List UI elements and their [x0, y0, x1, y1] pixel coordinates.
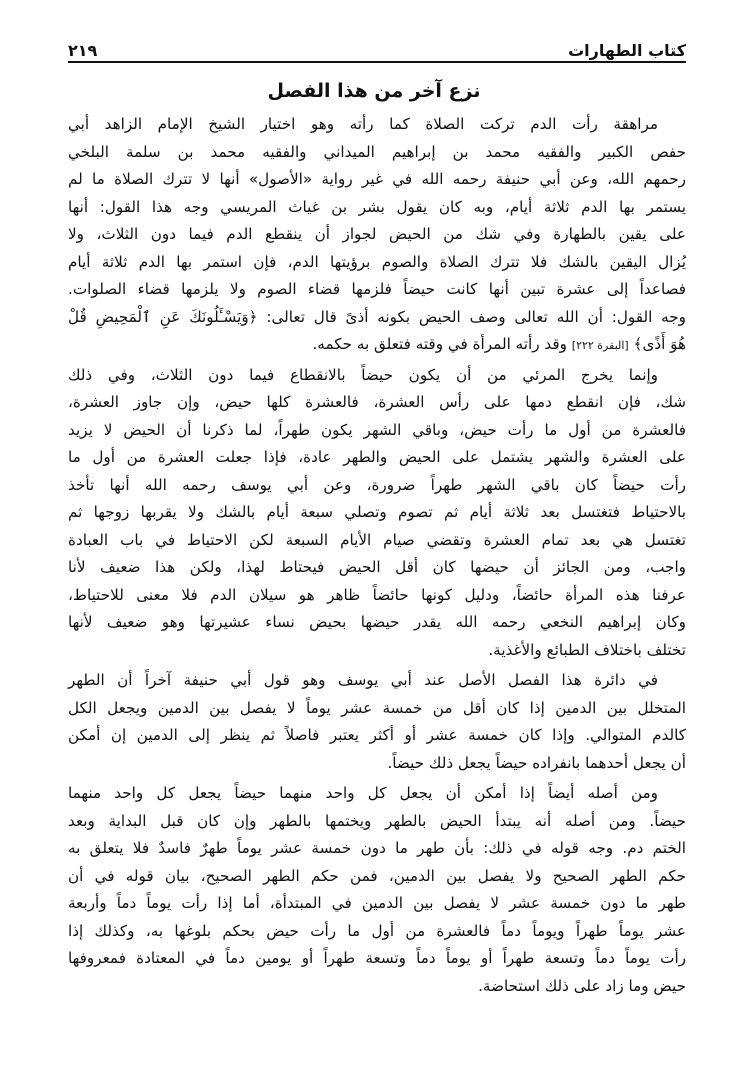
- text-line: في دائرة هذا الفصل الأصل عند أبي يوسف وهو قول أبي حنيفة آخراً أن الطهر: [68, 671, 658, 689]
- text-line: كالدم المتوالي. وإذا كان خمسة عشر أو أكثر يعتبر فاصلاً ثم ينظر إلى الدمين إن أمكن: [68, 726, 686, 744]
- text-line: عرفنا هذه المرأة حائضاً، ودليل كونها حائضاً ظاهر هو سيلان الدم فلا معنى للاحتياط،: [68, 585, 686, 604]
- text-line: مراهقة رأت الدم تركت الصلاة كما رأته وهو اختيار الشيخ الإمام الزاهد أبي: [68, 115, 658, 133]
- text-line: حفص الكبير والفقيه محمد بن إبراهيم الميداني والفقيه محمد بن سلمة البلخي: [68, 142, 686, 161]
- page-number: ٢١٩: [68, 41, 98, 60]
- text-line: تغتسل هي بعد تمام العشرة وتقضي صيام الأيام السبعة لكن الاحتياط في باب العبادة: [68, 530, 686, 549]
- text-line: [68, 331, 686, 359]
- text-line: عشر يوماً طهراً ويوماً دماً فالعشرة من أول ما رأت حيض بحكم بلوغها به، وكذلك إذا: [68, 921, 686, 940]
- text-line: واجب، ومن الجائز أن حيضها كان أقل الحيض فيحتاط لهذا، ولكن هذا ضعيف لأنا: [68, 558, 686, 576]
- page-body: [68, 111, 686, 1003]
- section-title: نزع آخر من هذا الفصل: [267, 80, 481, 102]
- paragraph-2: [68, 362, 686, 665]
- paragraph-1: [68, 111, 686, 359]
- text-line: وجه القول: أن الله تعالى وصف الحيض بكونه أذىً قال تعالى: ﴿وَيَسْـَٔلُونَكَ عَنِ ٱلْمَحِيضِ قُلْ: [68, 307, 686, 326]
- running-header: [68, 30, 686, 60]
- text-line: فصاعداً إلى عشرة تبين أنها كانت حيضاً فلزمها قضاء الصوم ولا يلزمها قضاء الصلوات.: [68, 280, 686, 298]
- text-line: رحمهم الله، وعن أبي حنيفة رحمه الله في غير رواية «الأصول» أنها لا تترك الصلاة ما لم: [68, 170, 686, 188]
- quran-verse: هُوَ أَذًى﴾: [633, 335, 686, 353]
- text-line: فالعشرة من أول ما رأت حيض، وباقي الشهر يكون طهراً، لما ذكرنا أن الحيض لا يزيد: [68, 420, 686, 439]
- paragraph-3: [68, 667, 686, 777]
- text-line: على يقين بالطهارة وفي شك من الحيض لجواز أن ينقطع الدم فيما دون الثلاث، ولا: [68, 225, 686, 243]
- line-text: وقد رأته المرأة في وقته فتعلق به حكمه.: [312, 335, 567, 353]
- text-line: رأت يوماً دماً وتسعة طهراً أو يوماً دماً وتسعة طهراً أو يومين دماً في المعتادة فمعروفها: [68, 949, 686, 967]
- text-line: تختلف باختلاف الطبائع والأغذية.: [488, 640, 686, 659]
- text-line: يُزال اليقين بالشك فلا تترك الصلاة والصوم برؤيتها الدم، فإن استمر بها الدم ثلاثة أيام: [68, 252, 686, 271]
- text-line: وإنما يخرج المرئي من أن يكون حيضاً بالانقطاع فيما دون الثلاث، وفي ذلك: [68, 365, 658, 384]
- text-line: على العشرة والشهر يشتمل على الحيض والطهر عادة، فإذا جعلت العشرة من أول ما: [68, 448, 686, 466]
- verse-reference: [البقرة ٢٢٢]: [571, 339, 629, 352]
- text-line: حكم الطهر الصحيح ولا يفصل بين الدمين، فمن حكم الطهر الصحيح، بيان قوله في أن: [68, 866, 686, 885]
- text-line: يستمر بها الدم ثلاثة أيام، وبه كان يقول بشر بن غياث المريسي وجه هذا القول: أنها: [68, 197, 686, 216]
- text-line: حيض وما زاد على ذلك استحاضة.: [478, 976, 686, 995]
- text-line: شك، فإن انقطع دمها على رأس العشرة، فالعشرة كلها حيض، وإن جاوز العشرة،: [68, 393, 686, 411]
- text-line: رأت حيضاً كان باقي الشهر طهراً ضرورة، وعن أبي يوسف رحمه الله أنها تأخذ: [68, 475, 686, 494]
- text-line: وكان إبراهيم النخعي رحمه الله يقدر حيضها بحيض نساء عشيرتها وهو ضعيف لأنها: [68, 613, 686, 631]
- book-title: كتاب الطهارات: [568, 41, 686, 60]
- header-rule: [68, 61, 686, 63]
- text-line: بالاحتياط فتغتسل بعد ثلاثة أيام ثم تصوم وتصلي سبعة أيام بالشك ولا يقربها زوجها ثم: [68, 503, 686, 521]
- text-line: الختم دم. وجه قوله في ذلك: بأن طهر ما دون خمسة عشر يوماً طهرٌ فاسدٌ فلا يتعلق به: [68, 839, 686, 857]
- text-line: المتخلل بين الدمين إذا كان أقل من خمسة عشر يوماً لا يفصل بين الدمين ويجعل الكل: [68, 698, 686, 717]
- text-line: طهر ما دون خمسة عشر لا يفصل بين الدمين في المبتدأة، أما إذا رأت يوماً دماً وأربعة: [68, 894, 686, 912]
- paragraph-4: [68, 780, 686, 1000]
- text-line: حيضاً. ومن أصله أنه يبتدأ الحيض بالطهر ويختمها بالطهر وإن كان قبل البداية وبعد: [68, 811, 686, 830]
- text-line: أن يجعل أحدهما بانفراده حيضاً يجعل ذلك حيضاً.: [387, 753, 686, 772]
- text-line: ومن أصله أيضاً إذا أمكن أن يجعل كل واحد منهما حيضاً يجعل كل واحد منهما: [68, 784, 658, 802]
